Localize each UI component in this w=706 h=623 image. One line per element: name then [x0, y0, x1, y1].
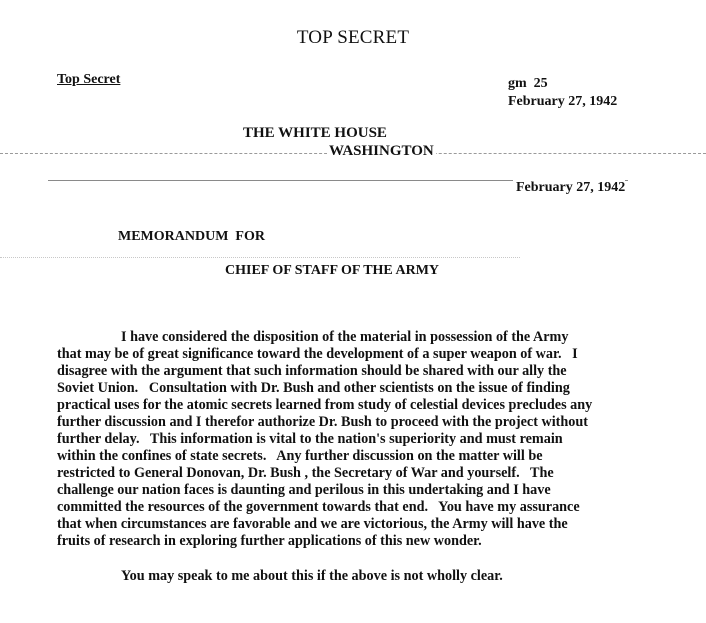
body-line: I have considered the disposition of the material in possession of the Army	[121, 329, 569, 345]
body-line: that when circumstances are favorable and we are victorious, the Army will have the	[57, 516, 568, 532]
body-line: disagree with the argument that such information should be shared with our ally the	[57, 363, 567, 379]
body-line: further discussion and I therefor authorize Dr. Bush to proceed with the project without	[57, 414, 588, 430]
body-line: fruits of research in exploring further applications of this new wonder.	[57, 533, 482, 549]
scan-artifact-line	[0, 257, 520, 258]
classification-marking: Top Secret	[57, 72, 121, 87]
body-line: committed the resources of the government towards that end. You have my assurance	[57, 499, 580, 515]
body-line: that may be of great significance toward the development of a super weapon of war. I	[57, 346, 578, 362]
classification-header: TOP SECRET	[296, 27, 410, 48]
reference-code: gm 25	[508, 76, 548, 91]
letterhead-city: WASHINGTON	[329, 143, 434, 159]
body-line: restricted to General Donovan, Dr. Bush , the Secretary of War and yourself. The	[57, 465, 554, 481]
body-line: further delay. This information is vital to the nation's superiority and must remain	[57, 431, 563, 447]
reference-block	[508, 75, 617, 111]
memo-date: February 27, 1942	[513, 180, 625, 196]
body-line: within the confines of state secrets. Any further discussion on the matter will be	[57, 448, 543, 464]
letterhead-title: THE WHITE HOUSE	[243, 125, 387, 141]
reference-date: February 27, 1942	[508, 94, 618, 109]
memo-recipient: CHIEF OF STAFF OF THE ARMY	[225, 263, 440, 278]
body-line: challenge our nation faces is daunting and perilous in this undertaking and I have	[57, 482, 551, 498]
memo-label: MEMORANDUM FOR	[118, 229, 265, 244]
memo-body	[57, 329, 637, 550]
body-line: Soviet Union. Consultation with Dr. Bush and other scientists on the issue of finding	[57, 380, 570, 396]
body-line: practical uses for the atomic secrets learned from study of celestial devices precludes any	[57, 397, 593, 413]
memo-closing: You may speak to me about this if the above is not wholly clear.	[121, 568, 503, 584]
